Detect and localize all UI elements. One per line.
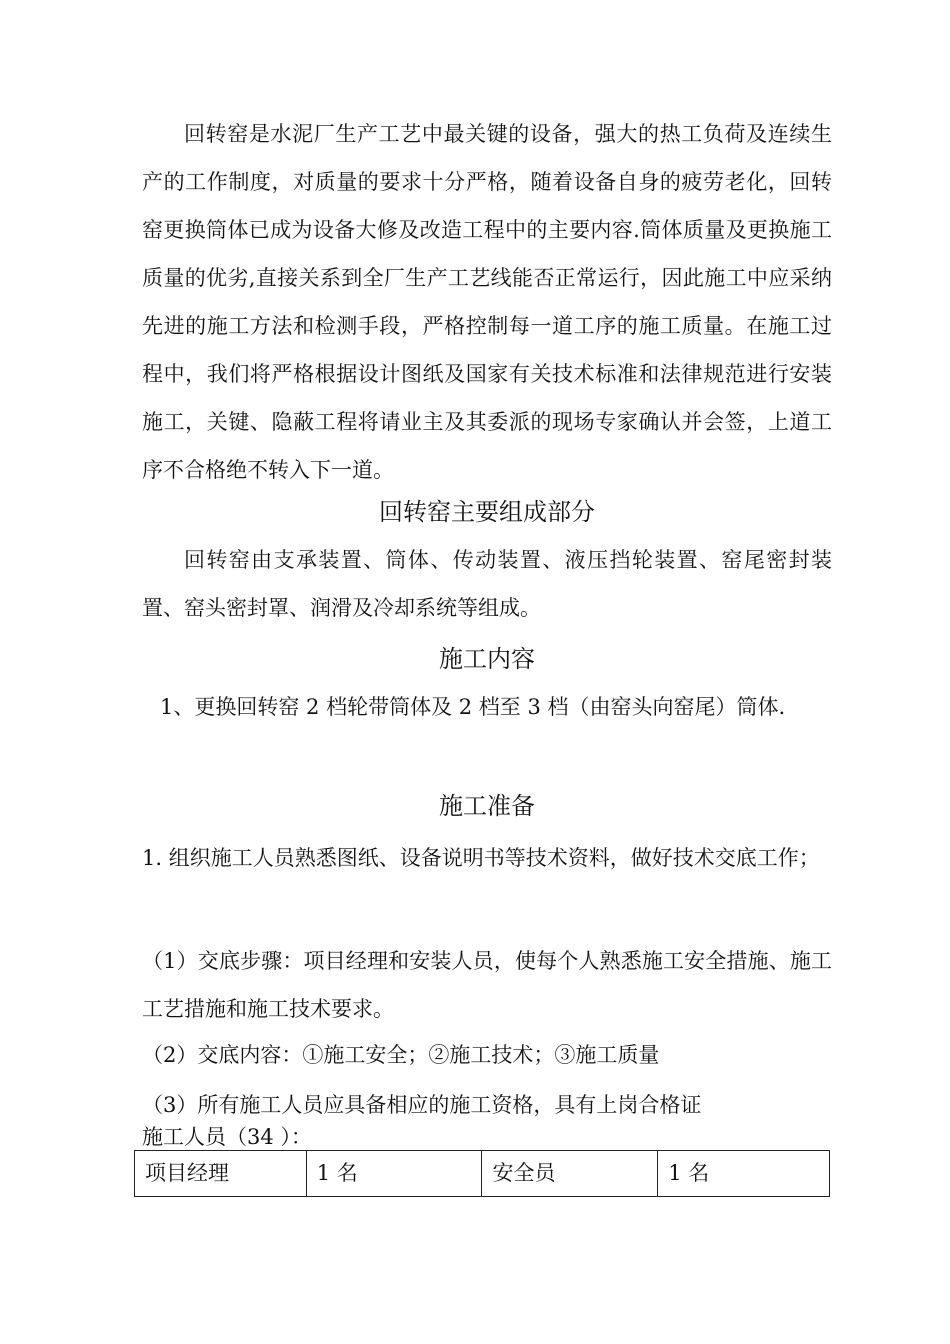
scope-item-1: 1、更换回转窑 2 档轮带筒体及 2 档至 3 档（由窑头向窑尾）筒体. — [160, 695, 786, 719]
prep-heading: 施工准备 — [439, 792, 535, 820]
table-row — [135, 1151, 830, 1197]
staff-cell: 安全员 — [482, 1151, 658, 1197]
components-paragraph: 回转窑由支承装置、筒体、传动装置、液压挡轮装置、窑尾密封装置、窑头密封罩、润滑及冷却系统等组成。 — [142, 548, 832, 620]
components-heading: 回转窑主要组成部分 — [379, 498, 595, 526]
staff-cell: 1 名 — [306, 1151, 482, 1197]
prep-sub-2: （2）交底内容：①施工安全；②施工技术；③施工质量 — [142, 1043, 660, 1067]
intro-paragraph: 回转窑是水泥厂生产工艺中最关键的设备，强大的热工负荷及连续生产的工作制度，对质量的要求十分严格，随着设备自身的疲劳老化，回转窑更换筒体已成为设备大修及改造工程中的主要内容.筒体质量及更换施工质量的优劣,直接关系到全厂生产工艺线能否正常运行，因此施工中应采纳先进的施工方法和检测手段，严格控制每一道工序的施工质量。在施工过程中，我们将严格根据设计图纸及国家有关技术标准和法律规范进行安装施工，关键、隐蔽工程将请业主及其委派的现场专家确认并会签，上道工序不合格绝不转入下一道。 — [142, 122, 832, 482]
staff-cell: 1 名 — [658, 1151, 830, 1197]
prep-sub-3: （3）所有施工人员应具备相应的施工资格，具有上岗合格证 — [142, 1093, 702, 1117]
prep-item-1: 1. 组织施工人员熟悉图纸、设备说明书等技术资料，做好技术交底工作； — [142, 846, 820, 870]
staff-table — [134, 1150, 830, 1197]
scope-heading: 施工内容 — [439, 645, 535, 673]
staff-label: 施工人员（34 ）： — [142, 1125, 312, 1149]
staff-cell: 项目经理 — [135, 1151, 307, 1197]
prep-sub-1: （1）交底步骤：项目经理和安装人员，使每个人熟悉施工安全措施、施工工艺措施和施工技术要求。 — [142, 949, 832, 1021]
